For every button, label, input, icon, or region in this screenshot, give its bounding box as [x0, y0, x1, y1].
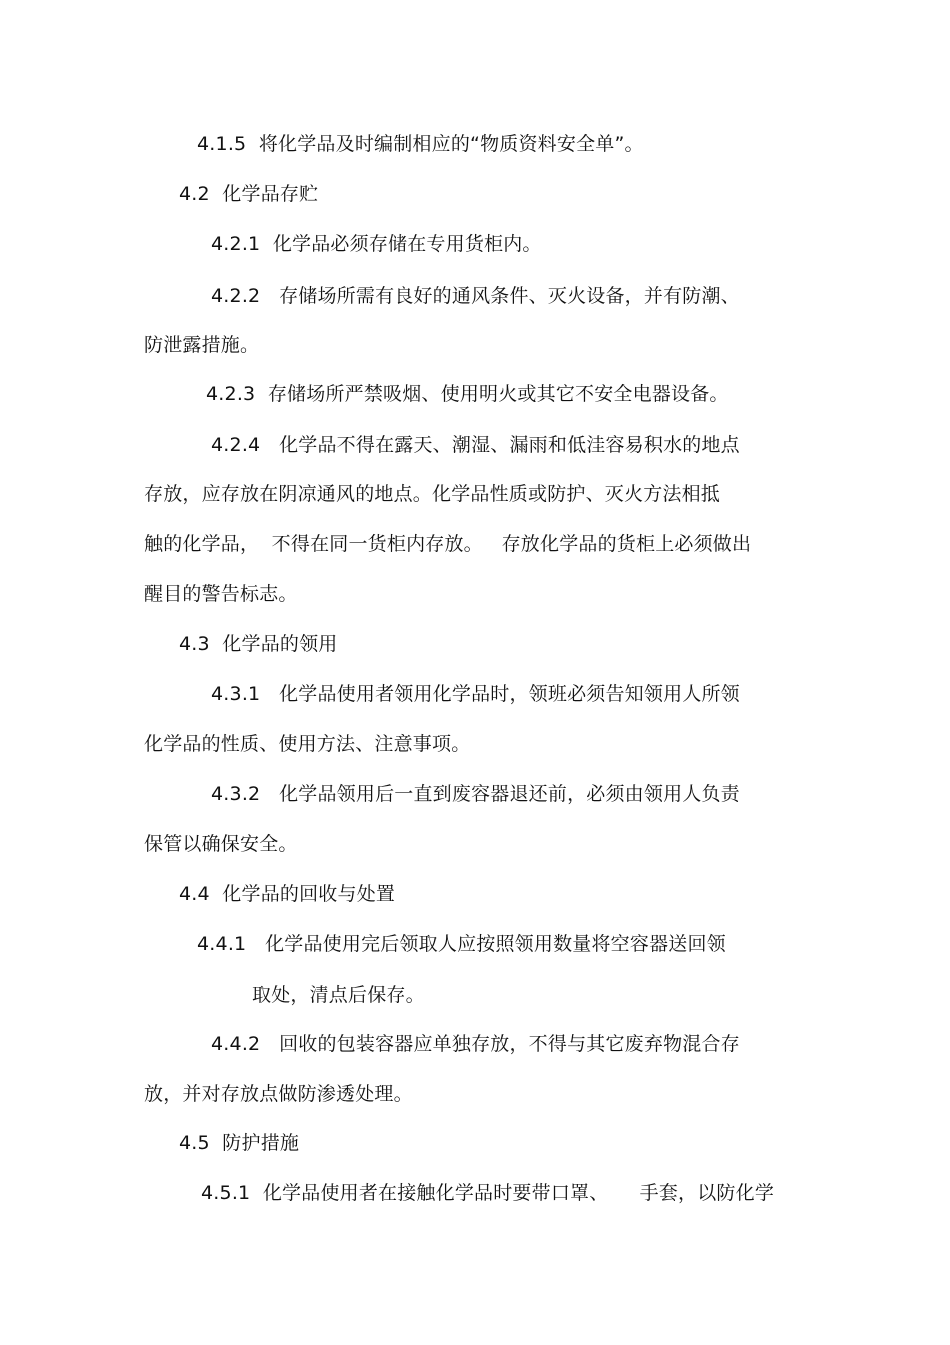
- clause-4-2-4: 4.2.4 化学品不得在露天、潮湿、漏雨和低洼容易积水的地点: [211, 434, 740, 456]
- clause-4-5-1: 4.5.1 化学品使用者在接触化学品时要带口罩、 手套，以防化学: [201, 1182, 775, 1204]
- clause-4-1-5: 4.1.5 将化学品及时编制相应的“物质资料安全单”。: [197, 133, 644, 155]
- clause-4-3-1-continued: 化学品的性质、使用方法、注意事项。: [144, 733, 471, 755]
- clause-4-3-2: 4.3.2 化学品领用后一直到废容器退还前，必须由领用人负责: [211, 783, 740, 805]
- clause-4-3-2-continued: 保管以确保安全。: [144, 833, 298, 855]
- clause-4-2-3: 4.2.3 存储场所严禁吸烟、使用明火或其它不安全电器设备。: [206, 383, 729, 405]
- clause-4-2-2: 4.2.2 存储场所需有良好的通风条件、灭火设备，并有防潮、: [211, 285, 740, 307]
- clause-4-2-4-continued-1: 存放，应存放在阴凉通风的地点。化学品性质或防护、灭火方法相抵: [144, 483, 721, 505]
- section-4-2-heading: 4.2 化学品存贮: [179, 183, 319, 205]
- clause-4-2-1: 4.2.1 化学品必须存储在专用货柜内。: [211, 233, 542, 255]
- clause-4-2-2-continued: 防泄露措施。: [144, 334, 260, 356]
- clause-4-4-1-continued: 取处，清点后保存。: [252, 984, 425, 1006]
- section-4-5-heading: 4.5 防护措施: [179, 1132, 300, 1154]
- clause-4-4-1: 4.4.1 化学品使用完后领取人应按照领用数量将空容器送回领: [197, 933, 726, 955]
- clause-4-3-1: 4.3.1 化学品使用者领用化学品时，领班必须告知领用人所领: [211, 683, 740, 705]
- section-4-3-heading: 4.3 化学品的领用: [179, 633, 338, 655]
- clause-4-4-2: 4.4.2 回收的包装容器应单独存放，不得与其它废弃物混合存: [211, 1033, 740, 1055]
- clause-4-2-4-continued-3: 醒目的警告标志。: [144, 583, 298, 605]
- section-4-4-heading: 4.4 化学品的回收与处置: [179, 883, 396, 905]
- clause-4-2-4-continued-2: 触的化学品， 不得在同一货柜内存放。 存放化学品的货柜上必须做出: [144, 533, 752, 555]
- clause-4-4-2-continued: 放，并对存放点做防渗透处理。: [144, 1083, 413, 1105]
